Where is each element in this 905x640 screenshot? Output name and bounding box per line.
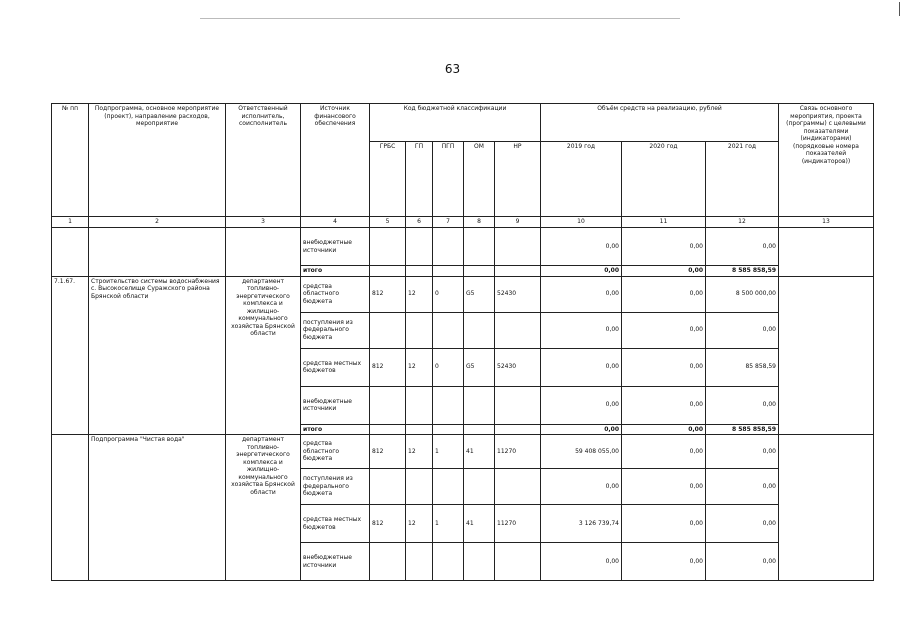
scan-noise-line: [200, 18, 680, 19]
code-cell: 41: [464, 435, 495, 469]
header-2019: 2019 год: [541, 142, 622, 217]
value-cell: 0,00: [622, 348, 706, 386]
source-cell: средства местных бюджетов: [301, 348, 370, 386]
row-number: 7.1.67.: [52, 276, 89, 435]
source-cell: внебюджетные источники: [301, 228, 370, 266]
header-pgp: ПГП: [433, 142, 464, 217]
header-volume: Объём средств на реализацию, рублей: [541, 104, 779, 142]
value-cell: 3 126 739,74: [541, 505, 622, 543]
scan-edge-mark: [899, 2, 900, 16]
code-cell: 812: [370, 505, 406, 543]
header-source: Источник финансового обеспечения: [301, 104, 370, 217]
header-program: Подпрограмма, основное мероприятие (проект), направление расходов, мероприятие: [89, 104, 226, 217]
col-number: 5: [370, 217, 406, 228]
header-2021: 2021 год: [706, 142, 779, 217]
code-cell: 12: [406, 505, 433, 543]
total-value: 8 585 858,59: [706, 424, 779, 435]
value-cell: 0,00: [622, 228, 706, 266]
header-link: Связь основного мероприятия, проекта (программы) с целевыми показателями (индикаторами) (порядковые номера показателей (индикаторов)): [779, 104, 874, 217]
source-cell: поступления из федерального бюджета: [301, 312, 370, 348]
header-2020: 2020 год: [622, 142, 706, 217]
code-cell: 52430: [495, 348, 541, 386]
source-cell: поступления из федерального бюджета: [301, 469, 370, 505]
value-cell: 0,00: [541, 543, 622, 581]
value-cell: 85 858,59: [706, 348, 779, 386]
value-cell: 0,00: [706, 435, 779, 469]
col-number: 7: [433, 217, 464, 228]
col-number: 9: [495, 217, 541, 228]
total-label: итого: [301, 424, 370, 435]
header-num: № пп: [52, 104, 89, 217]
value-cell: 0,00: [622, 276, 706, 312]
column-number-row: [52, 217, 874, 228]
code-cell: 11270: [495, 505, 541, 543]
total-value: 0,00: [622, 424, 706, 435]
table-row: [52, 228, 874, 266]
col-number: 4: [301, 217, 370, 228]
source-cell: средства областного бюджета: [301, 435, 370, 469]
value-cell: 0,00: [706, 312, 779, 348]
table-row: [52, 276, 874, 312]
header-grbs: ГРБС: [370, 142, 406, 217]
col-number: 12: [706, 217, 779, 228]
code-cell: 12: [406, 348, 433, 386]
code-cell: 41: [464, 505, 495, 543]
source-cell: внебюджетные источники: [301, 386, 370, 424]
value-cell: 0,00: [541, 348, 622, 386]
code-cell: 1: [433, 505, 464, 543]
subprogram-name: Подпрограмма "Чистая вода": [89, 435, 226, 581]
code-cell: 812: [370, 435, 406, 469]
source-cell: внебюджетные источники: [301, 543, 370, 581]
header-gp: ГП: [406, 142, 433, 217]
table-row: [52, 435, 874, 469]
total-label: итого: [301, 266, 370, 277]
header-om: ОМ: [464, 142, 495, 217]
value-cell: 59 408 055,00: [541, 435, 622, 469]
code-cell: 812: [370, 348, 406, 386]
page-number: 63: [444, 62, 461, 76]
responsible-cell: департамент топливно-энергетического комплекса и жилищно-коммунального хозяйства Брянской области: [226, 435, 301, 581]
value-cell: 0,00: [541, 276, 622, 312]
measure-name: Строительство системы водоснабжения с. Высокоселище Суражского района Брянской области: [89, 276, 226, 435]
value-cell: 0,00: [622, 312, 706, 348]
code-cell: 0: [433, 348, 464, 386]
header-budget-code: Код бюджетной классификации: [370, 104, 541, 142]
value-cell: 0,00: [541, 386, 622, 424]
col-number: 10: [541, 217, 622, 228]
code-cell: 0: [433, 276, 464, 312]
value-cell: 8 500 000,00: [706, 276, 779, 312]
code-cell: G5: [464, 348, 495, 386]
value-cell: 0,00: [622, 435, 706, 469]
value-cell: 0,00: [706, 386, 779, 424]
value-cell: 0,00: [622, 543, 706, 581]
code-cell: 11270: [495, 435, 541, 469]
total-value: 8 585 858,59: [706, 266, 779, 277]
responsible-cell: департамент топливно-энергетического комплекса и жилищно-коммунального хозяйства Брянской области: [226, 276, 301, 435]
col-number: 6: [406, 217, 433, 228]
code-cell: 12: [406, 435, 433, 469]
col-number: 2: [89, 217, 226, 228]
header-responsible: Ответственный исполнитель, соисполнитель: [226, 104, 301, 217]
value-cell: 0,00: [541, 469, 622, 505]
code-cell: 52430: [495, 276, 541, 312]
col-number: 8: [464, 217, 495, 228]
value-cell: 0,00: [622, 505, 706, 543]
code-cell: 1: [433, 435, 464, 469]
col-number: 3: [226, 217, 301, 228]
value-cell: 0,00: [706, 469, 779, 505]
value-cell: 0,00: [622, 469, 706, 505]
value-cell: 0,00: [541, 228, 622, 266]
header-nr: НР: [495, 142, 541, 217]
source-cell: средства областного бюджета: [301, 276, 370, 312]
header-row: [52, 104, 874, 142]
budget-table: [51, 103, 874, 581]
code-cell: 12: [406, 276, 433, 312]
col-number: 13: [779, 217, 874, 228]
value-cell: 0,00: [706, 543, 779, 581]
code-cell: 812: [370, 276, 406, 312]
col-number: 11: [622, 217, 706, 228]
source-cell: средства местных бюджетов: [301, 505, 370, 543]
code-cell: G5: [464, 276, 495, 312]
value-cell: 0,00: [541, 312, 622, 348]
total-value: 0,00: [622, 266, 706, 277]
total-value: 0,00: [541, 266, 622, 277]
value-cell: 0,00: [706, 505, 779, 543]
value-cell: 0,00: [706, 228, 779, 266]
value-cell: 0,00: [622, 386, 706, 424]
total-value: 0,00: [541, 424, 622, 435]
col-number: 1: [52, 217, 89, 228]
